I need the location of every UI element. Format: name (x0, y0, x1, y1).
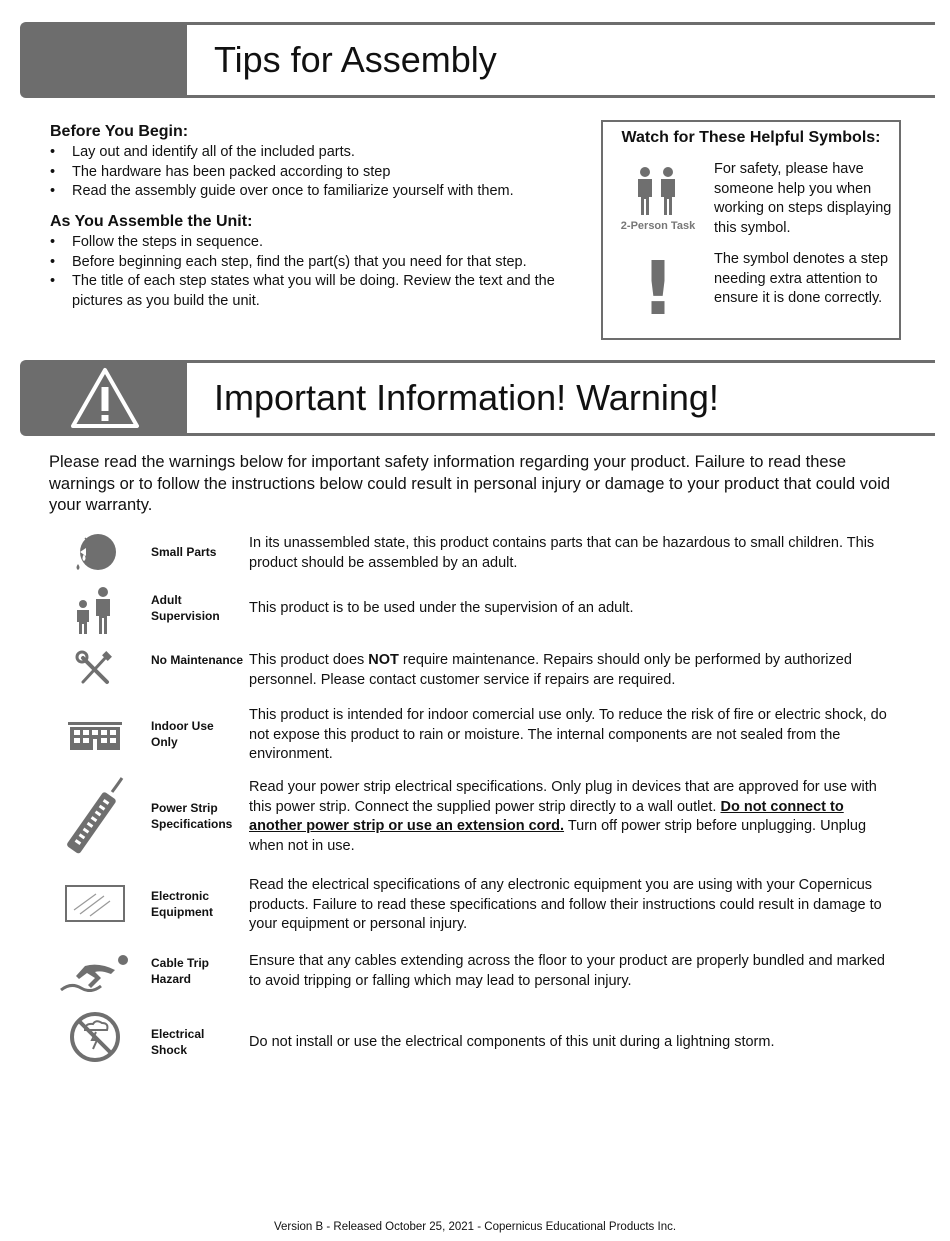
list-item: • Before beginning each step, find the part(s) that you need for that step. (50, 253, 560, 273)
cable-trip-text: Ensure that any cables extending across the floor to your product are properly bundled and marked to avoid tripping or falling which may lead to personal injury. (249, 953, 885, 989)
no-maintenance-text: This product does NOT require maintenance. Repairs should only be performed by authorized personnel. Please contact customer service if repairs are required. (249, 652, 852, 688)
wrench-screwdriver-icon (75, 650, 115, 690)
two-person-caption: 2-Person Task (620, 220, 696, 232)
warning-triangle-icon (70, 367, 140, 429)
choking-child-icon (72, 530, 118, 574)
power-strip-label: Power Strip Specifications (151, 801, 233, 831)
cable-trip-label: Cable Trip Hazard (151, 956, 210, 986)
electrical-shock-label: Electrical Shock (151, 1027, 205, 1057)
power-strip-icon (60, 776, 130, 860)
building-icon (67, 721, 123, 751)
adult-supervision-text: This product is to be used under the supervision of an adult. (249, 600, 634, 616)
helpful-symbols-box (601, 120, 901, 340)
warning-intro: Please read the warnings below for important safety information regarding your product. Failure to read these warnings or to follow the instructions below could result in personal injury or damage to your product that could void your warranty. (49, 453, 891, 514)
list-item: • Follow the steps in sequence. (50, 233, 560, 253)
list-item: • The title of each step states what you will be doing. Review the text and the pictures as you build the unit. (50, 272, 560, 311)
tips-banner-tab (23, 25, 187, 95)
electronic-equipment-label: Electronic Equipment (151, 889, 213, 919)
display-screen-icon (64, 884, 126, 924)
list-item: • Lay out and identify all of the included parts. (50, 143, 570, 163)
tips-banner (20, 22, 935, 98)
small-parts-text: In its unassembled state, this product contains parts that can be hazardous to small children. This product should be assembled by an adult. (249, 535, 875, 571)
list-item: • The hardware has been packed according to step (50, 163, 570, 183)
power-strip-emphasis: Do not connect to another power strip or use an extension cord. (249, 798, 844, 834)
helpful-symbols-title: Watch for These Helpful Symbols: (621, 129, 881, 146)
no-maintenance-emphasis: NOT (368, 652, 399, 668)
two-person-text: For safety, please have someone help you when working on steps displaying this symbol. (714, 161, 892, 236)
footer-version: Version B - Released October 25, 2021 - Copernicus Educational Products Inc. (273, 1221, 677, 1233)
tripping-person-icon (59, 952, 131, 992)
warning-banner (20, 360, 935, 436)
before-you-begin-list (50, 143, 570, 202)
power-strip-text: Read your power strip electrical specifications. Only plug in devices that are approved for use with this power strip. Connect the supplied power strip directly to a wall outlet. Do not connect to another power strip or use an extension cord. Turn off power strip before unplugging. Unplug when not in use. (249, 779, 877, 854)
electronic-equipment-text: Read the electrical specifications of any electronic equipment you are using with your Copernicus products. Failure to read these specifications and follow their instructions could result in damage to your equipment or personal injury. (249, 877, 882, 932)
attention-text: The symbol denotes a step needing extra attention to ensure it is done correctly. (714, 251, 889, 306)
warning-title: Important Information! Warning! (214, 377, 719, 418)
indoor-use-text: This product is intended for indoor comercial use only. To reduce the risk of fire or electric shock, do not expose this product to rain or moisture. The internal components are not sealed from the environment. (249, 707, 887, 762)
exclamation-icon: ! (641, 246, 675, 332)
adult-supervision-label: Adult Supervision (151, 593, 220, 623)
adult-child-icon (73, 586, 117, 636)
indoor-use-label: Indoor Use Only (151, 719, 214, 749)
small-parts-label: Small Parts (151, 545, 217, 559)
as-you-assemble-list (50, 233, 560, 311)
electrical-shock-text: Do not install or use the electrical components of this unit during a lightning storm. (249, 1034, 775, 1050)
warning-banner-tab (23, 363, 187, 433)
tips-title: Tips for Assembly (214, 39, 497, 80)
list-item: • Read the assembly guide over once to familiarize yourself with them. (50, 182, 570, 202)
as-you-assemble-heading: As You Assemble the Unit: (50, 213, 253, 230)
two-person-icon (633, 166, 681, 216)
no-lightning-icon (68, 1010, 122, 1064)
no-maintenance-label: No Maintenance (151, 653, 244, 667)
before-you-begin-heading: Before You Begin: (50, 123, 189, 140)
